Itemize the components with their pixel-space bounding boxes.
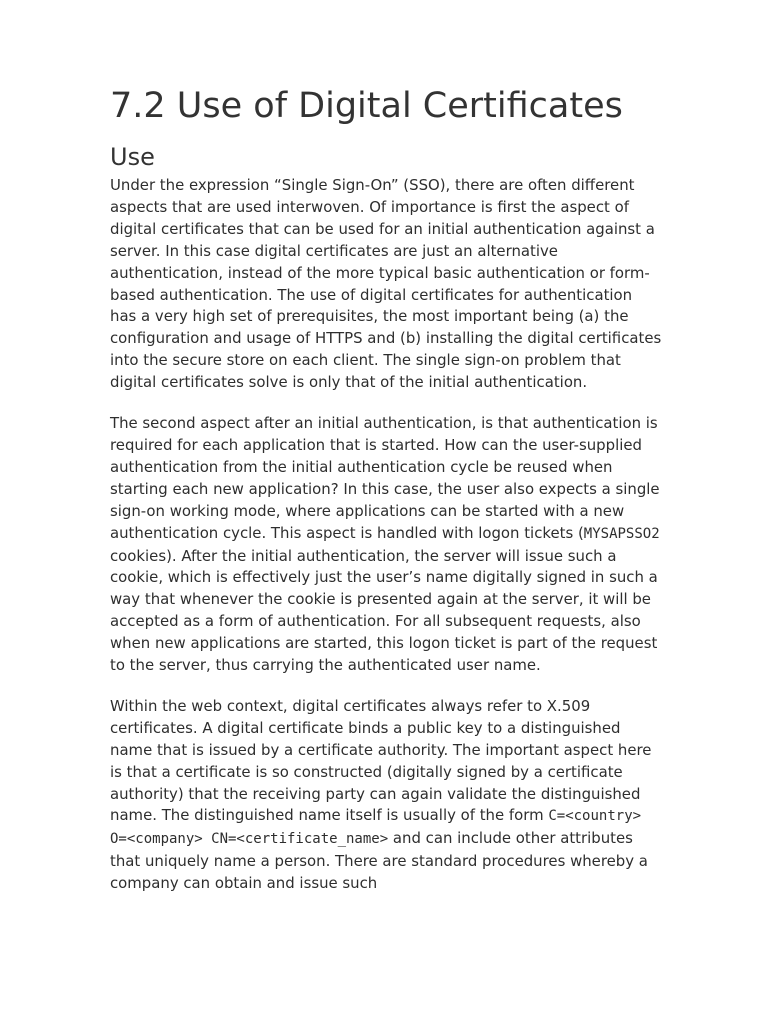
document-body [110, 175, 662, 914]
paragraph-1-text: Under the expression “Single Sign-On” (SSO), there are often different aspects that are used interwoven. Of importance is first the aspect of digital certificates that can be used for an initial authentication against a server. In this case digital certificates are just an alternative authentication, instead of the more typical basic authentication or form-based authentication. The use of digital certificates for authentication has a very high set of prerequisites, the most important being (a) the configuration and usage of HTTPS and (b) installing the digital certificates into the secure store on each client. The single sign-on problem that digital certificates solve is only that of the initial authentication. [110, 176, 662, 392]
inline-code-cookie-name: MYSAPSSO2 [583, 525, 660, 542]
paragraph-2 [110, 413, 662, 677]
page-title: 7.2 Use of Digital Certificates [110, 86, 623, 126]
paragraph-2-text-end: cookies). After the initial authentication, the server will issue such a cookie, which is effectively just the user’s name digitally signed in such a way that whenever the cookie is presented again at the server, it will be accepted as a form of authentication. For all subsequent requests, also when new applications are started, this logon ticket is part of the request to the server, thus carrying the authenticated user name. [110, 546, 658, 675]
paragraph-1 [110, 175, 662, 394]
paragraph-2-text-start: The second aspect after an initial authentication, is that authentication is required for each application that is started. How can the user-supplied authentication from the initial authentication cycle be reused when starting each new application? In this case, the user also expects a single sign-on working mode, where applications can be started with a new authentication cycle. This aspect is handled with logon tickets ( [110, 414, 660, 542]
paragraph-3 [110, 696, 662, 895]
paragraph-3-text-end: and can include other attributes that uniquely name a person. There are standard procedures whereby a company can obtain and issue such [110, 829, 648, 893]
inline-code-distinguished-name: C=<country> O=<company> CN=<certificate_name> [110, 808, 642, 848]
section-heading: Use [110, 143, 155, 171]
paragraph-3-text-start: Within the web context, digital certificates always refer to X.509 certificates. A digital certificate binds a public key to a distinguished name that is issued by a certificate authority. The important aspect here is that a certificate is so constructed (digitally signed by a certificate authority) that the receiving party can again validate the distinguished name. The distinguished name itself is usually of the form [110, 696, 652, 825]
